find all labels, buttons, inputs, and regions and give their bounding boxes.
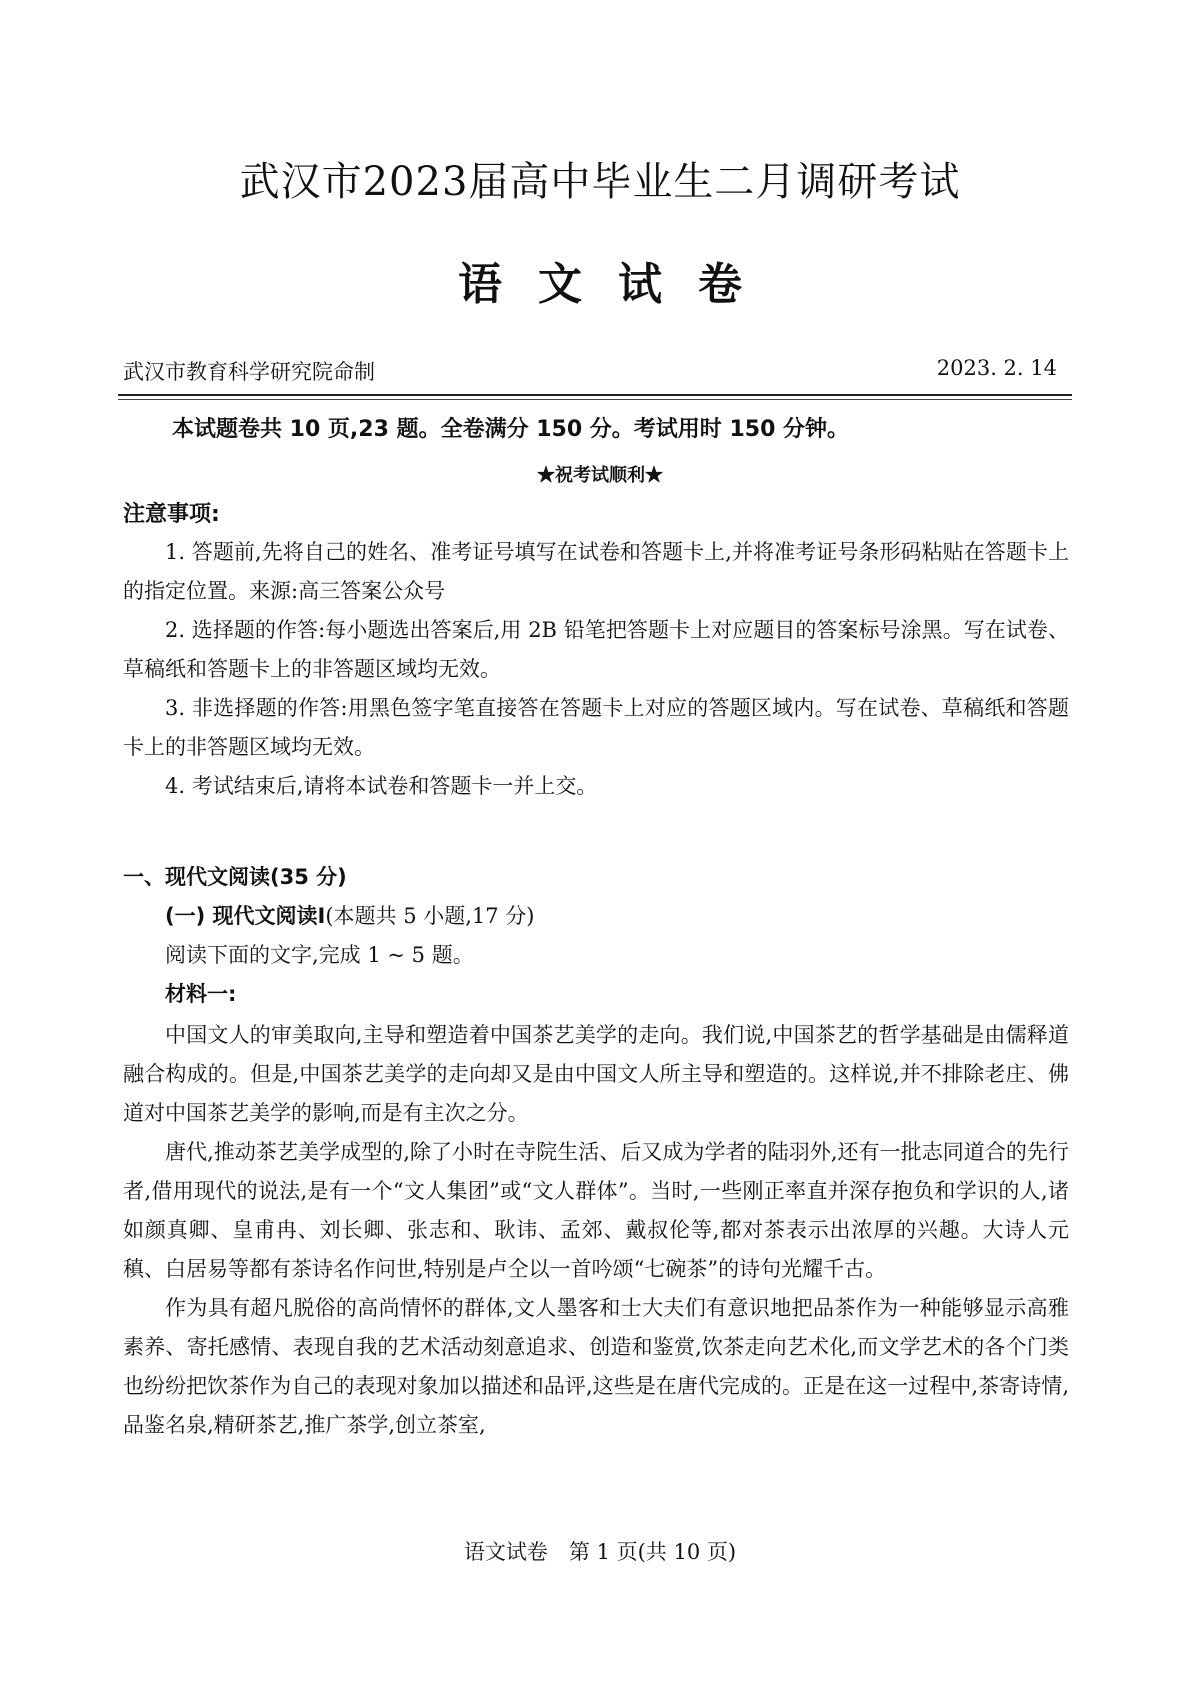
notes-heading: 注意事项: (123, 502, 220, 527)
reading-instruction: 阅读下面的文字,完成 1 ~ 5 题。 (165, 943, 474, 967)
note-item-3: 3. 非选择题的作答:用黑色签字笔直接答在答题卡上对应的答题区域内。写在试卷、草稿纸和答题卡上的非答题区域均无效。 (123, 696, 1069, 759)
subsection-title: (一) 现代文阅读Ⅰ (165, 904, 326, 928)
passage-paragraph-3: 作为具有超凡脱俗的高尚情怀的群体,文人墨客和士大夫们有意识地把品茶作为一种能够显示高雅素养、寄托感情、表现自我的艺术活动刻意追求、创造和鉴赏,饮茶走向艺术化,而文学艺术的各个门类也纷纷把饮茶作为自己的表现对象加以描述和品评,这些是在唐代完成的。正是在这一过程中,茶寄诗情,品鉴名泉,精研茶艺,推广茶学,创立茶室, (123, 1296, 1069, 1437)
section-heading: 一、现代文阅读(35 分) (123, 865, 347, 889)
issue-date: 2023. 2. 14 (936, 356, 1057, 380)
issuer: 武汉市教育科学研究院命制 (123, 360, 375, 384)
note-item-2: 2. 选择题的作答:每小题选出答案后,用 2B 铅笔把答题卡上对应题目的答案标号涂黑。写在试卷、草稿纸和答题卡上的非答题区域均无效。 (123, 618, 1069, 681)
header-divider (118, 394, 1072, 396)
exam-title: 武汉市2023届高中毕业生二月调研考试 (239, 159, 961, 205)
material-label: 材料一: (165, 982, 237, 1006)
note-item-4: 4. 考试结束后,请将本试卷和答题卡一并上交。 (165, 774, 598, 798)
notes-list (123, 533, 1069, 806)
passage-paragraph-1: 中国文人的审美取向,主导和塑造着中国茶艺美学的走向。我们说,中国茶艺的哲学基础是由儒释道融合构成的。但是,中国茶艺美学的走向却又是由中国文人所主导和塑造的。这样说,并不排除老庄、佛道对中国茶艺美学的影响,而是有主次之分。 (123, 1023, 1069, 1125)
header-divider-thin (118, 399, 1072, 400)
subject-title: 语文试卷 (458, 259, 778, 310)
note-item-1: 1. 答题前,先将自己的姓名、准考证号填写在试卷和答题卡上,并将准考证号条形码粘贴在答题卡上的指定位置。来源:高三答案公众号 (123, 540, 1069, 603)
good-luck-banner: ★祝考试顺利★ (537, 465, 663, 486)
issuer-row (123, 356, 1069, 390)
passage (123, 1016, 1069, 1445)
subsection-detail: (本题共 5 小题,17 分) (325, 904, 535, 928)
subsection-heading (165, 900, 535, 930)
passage-paragraph-2: 唐代,推动茶艺美学成型的,除了小时在寺院生活、后又成为学者的陆羽外,还有一批志同道合的先行者,借用现代的说法,是有一个“文人集团”或“文人群体”。当时,一些刚正率直并深存抱负和学识的人,诸如颜真卿、皇甫冉、刘长卿、张志和、耿讳、孟郊、戴叔伦等,都对茶表示出浓厚的兴趣。大诗人元稹、白居易等都有茶诗名作问世,特别是卢仝以一首吟颂“七碗茶”的诗句光耀千古。 (123, 1140, 1069, 1281)
exam-info: 本试题卷共 10 页,23 题。全卷满分 150 分。考试用时 150 分钟。 (172, 417, 850, 442)
page-footer: 语文试卷 第 1 页(共 10 页) (463, 1540, 737, 1564)
